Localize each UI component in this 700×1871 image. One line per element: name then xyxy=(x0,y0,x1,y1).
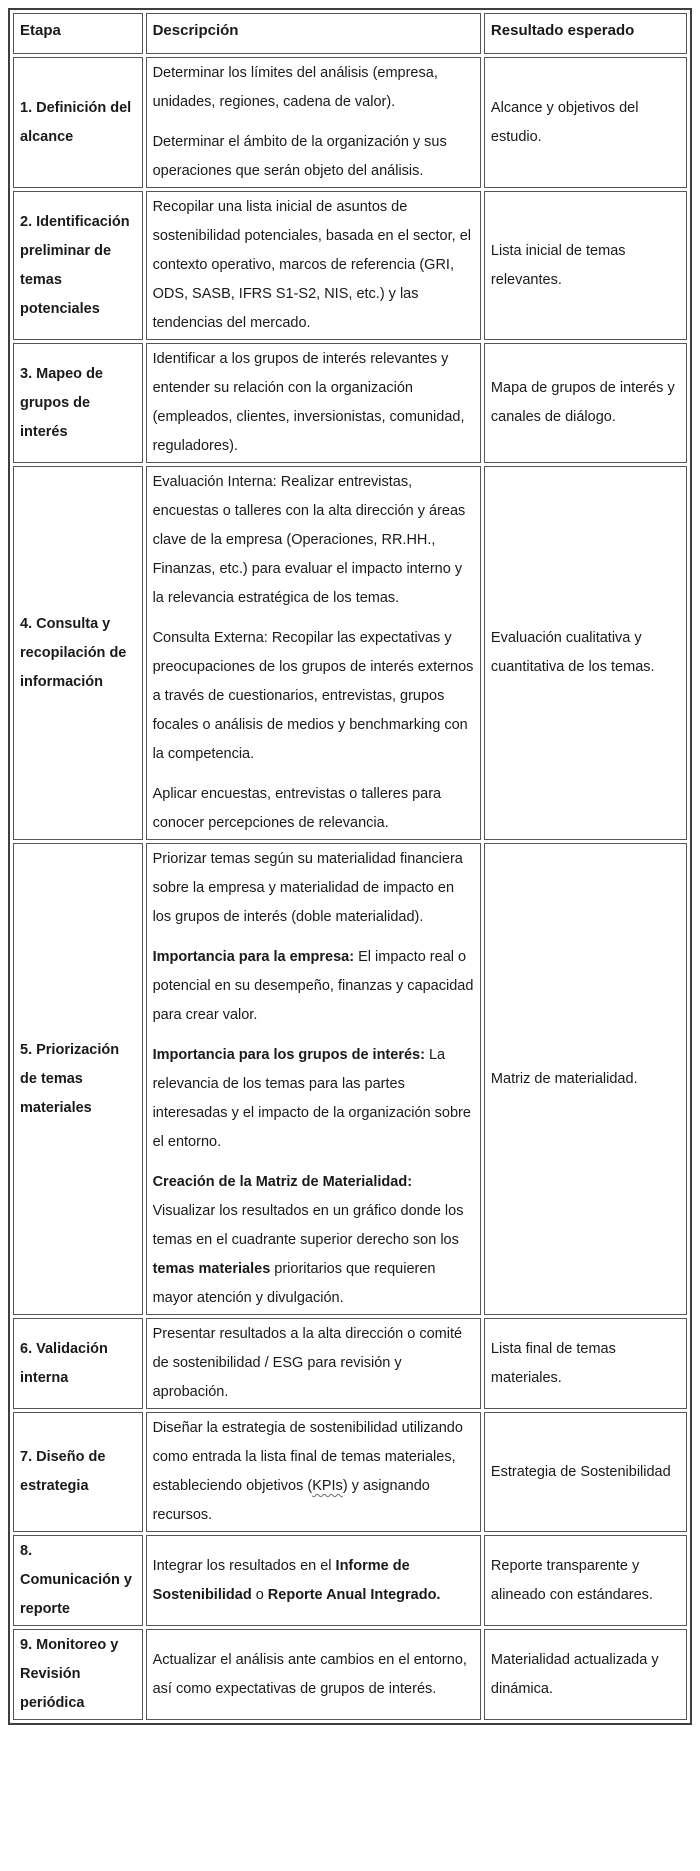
table-row xyxy=(13,1629,687,1720)
descripcion-cell xyxy=(146,1412,481,1532)
table-row xyxy=(13,343,687,463)
resultado-cell: Matriz de materialidad. xyxy=(484,843,687,1315)
resultado-cell: Lista inicial de temas relevantes. xyxy=(484,191,687,340)
process-table xyxy=(8,8,692,1725)
paragraph: Diseñar la estrategia de sostenibilidad utilizando como entrada la lista final de temas materiales, estableciendo objetivos (KPIs) y asignando recursos. xyxy=(152,1420,463,1523)
etapa-cell: 3. Mapeo de grupos de interés xyxy=(13,343,143,463)
etapa-cell: 8. Comunicación y reporte xyxy=(13,1535,143,1626)
descripcion-cell xyxy=(146,1318,481,1409)
resultado-cell: Lista final de temas materiales. xyxy=(484,1318,687,1409)
etapa-cell: 7. Diseño de estrategia xyxy=(13,1412,143,1532)
table-row xyxy=(13,466,687,840)
spellcheck-wavy-underline: KPIs xyxy=(312,1478,343,1494)
paragraph: Importancia para los grupos de interés: La relevancia de los temas para las partes interesadas y el impacto de la organización sobre el entorno. xyxy=(152,1047,471,1150)
header-row xyxy=(13,13,687,54)
paragraph: Priorizar temas según su materialidad financiera sobre la empresa y materialidad de impacto en los grupos de interés (doble materialidad). xyxy=(152,851,463,925)
table-row xyxy=(13,843,687,1315)
column-header-resultado: Resultado esperado xyxy=(484,13,687,54)
descripcion-cell xyxy=(146,466,481,840)
resultado-cell: Mapa de grupos de interés y canales de diálogo. xyxy=(484,343,687,463)
paragraph: Evaluación Interna: Realizar entrevistas, encuestas o talleres con la alta dirección y áreas clave de la empresa (Operaciones, RR.HH., Finanzas, etc.) para evaluar el impacto interno y la relevancia estratégica de los temas. xyxy=(152,474,466,606)
resultado-cell: Alcance y objetivos del estudio. xyxy=(484,57,687,188)
table-row xyxy=(13,57,687,188)
resultado-cell: Materialidad actualizada y dinámica. xyxy=(484,1629,687,1720)
resultado-cell: Estrategia de Sostenibilidad xyxy=(484,1412,687,1532)
paragraph: Creación de la Matriz de Materialidad: Visualizar los resultados en un gráfico donde los temas en el cuadrante superior derecho son los temas materiales prioritarios que requieren mayor atención y divulgación. xyxy=(152,1174,464,1306)
etapa-cell: 2. Identificación preliminar de temas potenciales xyxy=(13,191,143,340)
paragraph: Determinar los límites del análisis (empresa, unidades, regiones, cadena de valor). xyxy=(152,65,438,110)
table-row xyxy=(13,1535,687,1626)
table-row xyxy=(13,1412,687,1532)
descripcion-cell xyxy=(146,843,481,1315)
column-header-etapa: Etapa xyxy=(13,13,143,54)
table-row xyxy=(13,191,687,340)
paragraph: Consulta Externa: Recopilar las expectativas y preocupaciones de los grupos de interés externos a través de cuestionarios, entrevistas, grupos focales o análisis de medios y benchmarking con la competencia. xyxy=(152,630,474,762)
paragraph: Presentar resultados a la alta dirección o comité de sostenibilidad / ESG para revisión y aprobación. xyxy=(152,1326,463,1400)
paragraph: Integrar los resultados en el Informe de Sostenibilidad o Reporte Anual Integrado. xyxy=(152,1557,441,1603)
etapa-cell: 6. Validación interna xyxy=(13,1318,143,1409)
descripcion-cell xyxy=(146,191,481,340)
paragraph: Determinar el ámbito de la organización y sus operaciones que serán objeto del análisis. xyxy=(152,134,447,179)
descripcion-cell xyxy=(146,1629,481,1720)
table-body xyxy=(13,57,687,1720)
paragraph: Importancia para la empresa: El impacto real o potencial en su desempeño, finanzas y capacidad para crear valor. xyxy=(152,949,474,1023)
descripcion-cell xyxy=(146,1535,481,1626)
descripcion-cell xyxy=(146,343,481,463)
etapa-cell: 4. Consulta y recopilación de información xyxy=(13,466,143,840)
paragraph: Aplicar encuestas, entrevistas o talleres para conocer percepciones de relevancia. xyxy=(152,786,442,831)
resultado-cell: Evaluación cualitativa y cuantitativa de los temas. xyxy=(484,466,687,840)
etapa-cell: 9. Monitoreo y Revisión periódica xyxy=(13,1629,143,1720)
etapa-cell: 5. Priorización de temas materiales xyxy=(13,843,143,1315)
paragraph: Recopilar una lista inicial de asuntos de sostenibilidad potenciales, basada en el sector, el contexto operativo, marcos de referencia (GRI, ODS, SASB, IFRS S1-S2, NIS, etc.) y las tendencias del mercado. xyxy=(152,199,471,331)
paragraph: Identificar a los grupos de interés relevantes y entender su relación con la organización (empleados, clientes, inversionistas, comunidad, reguladores). xyxy=(152,351,465,454)
table-row xyxy=(13,1318,687,1409)
resultado-cell: Reporte transparente y alineado con estándares. xyxy=(484,1535,687,1626)
etapa-cell: 1. Definición del alcance xyxy=(13,57,143,188)
column-header-descripcion: Descripción xyxy=(146,13,481,54)
descripcion-cell xyxy=(146,57,481,188)
paragraph: Actualizar el análisis ante cambios en el entorno, así como expectativas de grupos de interés. xyxy=(152,1651,467,1697)
